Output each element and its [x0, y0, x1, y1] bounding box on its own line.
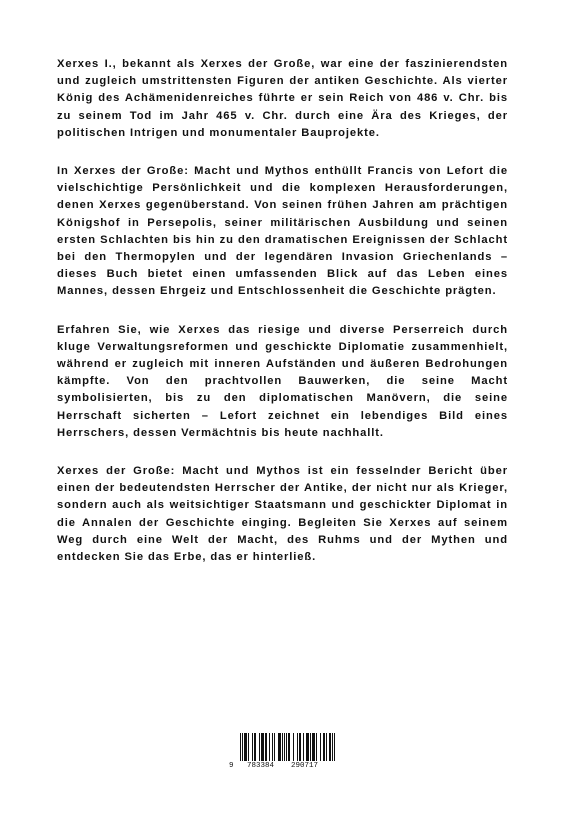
isbn-barcode — [227, 733, 347, 775]
back-cover-text — [57, 56, 508, 587]
barcode-group-left: 783384 — [247, 762, 275, 770]
barcode-digits — [227, 762, 347, 772]
paragraph-closing: Xerxes der Große: Macht und Mythos ist ein fesselnder Bericht über einen der bedeutendsten Herrscher der Antike, der nicht nur als Krieger, sondern auch als weitsichtiger Staatsmann und geschickter Diplomat in die Annalen der Geschichte einging. Begleiten Sie Xerxes auf seinem Weg durch eine Welt der Macht, des Ruhms und der Mythen und entdecken Sie das Erbe, das er hinterließ. — [57, 465, 508, 564]
barcode-bars — [240, 733, 337, 761]
barcode-digit-first: 9 — [229, 762, 234, 770]
barcode-bar — [335, 733, 336, 761]
paragraph-intro: Xerxes I., bekannt als Xerxes der Große, war eine der faszinierendsten und zugleich umstrittensten Figuren der antiken Geschichte. Als vierter König des Achämenidenreiches führte er sein Reich von 486 v. Chr. bis zu seinem Tod im Jahr 465 v. Chr. durch eine Ära des Krieges, der politischen Intrigen und monumentaler Bauprojekte. — [57, 58, 508, 139]
paragraph-empire: Erfahren Sie, wie Xerxes das riesige und diverse Perserreich durch kluge Verwaltungsreformen und geschickte Diplomatie zusammenhielt, während er zugleich mit inneren Aufständen und äußeren Bedrohungen kämpfte. Von den prachtvollen Bauwerken, die seine Macht symbolisierten, bis zu den diplomatischen Manövern, die seine Herrschaft sicherten – Lefort zeichnet ein lebendiges Bild eines Herrschers, dessen Vermächtnis bis heute nachhallt. — [57, 323, 508, 439]
paragraph-book-summary: In Xerxes der Große: Macht und Mythos enthüllt Francis von Lefort die vielschichtige Persönlichkeit und die komplexen Herausforderungen, denen Xerxes gegenüberstand. Von seinen frühen Jahren am prächtigen Königshof in Persepolis, seiner militärischen Ausbildung und seinen ersten Schlachten bis hin zu den dramatischen Ereignissen der Schlacht bei den Thermopylen und der legendären Invasion Griechenlands – dieses Buch bietet einen umfassenden Blick auf das Leben eines Mannes, dessen Ehrgeiz und Entschlossenheit die Geschichte prägten. — [57, 165, 508, 298]
barcode-group-right: 290717 — [291, 762, 319, 770]
